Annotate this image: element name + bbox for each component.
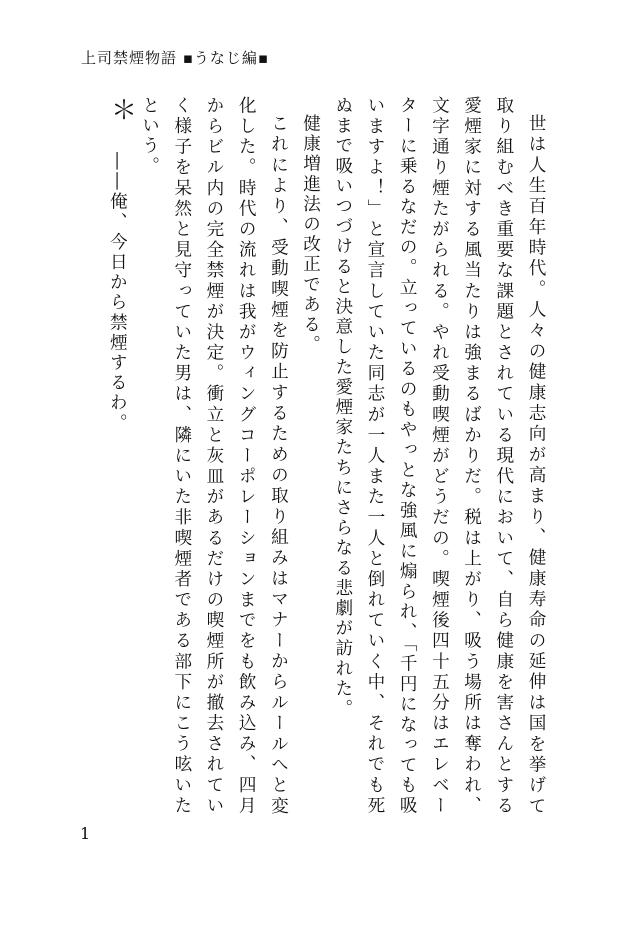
paragraph-smoking-ban: これにより、受動喫煙を防止するための取り組みはマナーからルールへと変化した。時代の流れは我がウィングコーポレーションまでをも飲み込み、四月からビル内の完全禁煙が決定。衝立と灰皿があるだけの喫煙所が撤去されていく様子を呆然と見守っていた男は、隣にいた非喫煙者である部下にこう呟いたという。 [139, 96, 289, 816]
page-number: 1 [80, 824, 91, 843]
body-text [101, 96, 552, 816]
section-break-asterisk: ＊ [111, 96, 138, 126]
paragraph-law-revision: 健康増進法の改正である。 [300, 113, 321, 355]
paragraph-quit-declaration: ――俺、今日から禁煙するわ。 [107, 152, 128, 434]
paragraph-opening: 世は人生百年時代。人々の健康志向が高まり、健康寿命の延伸は国を挙げて取り組むべき重要な課題とされている現代において、自ら健康を害さんとする愛煙家に対する風当たりは強まるばかりだ。税は上がり、吸う場所は奪われ、文字通り煙たがられる。やれ受動喫煙がどうだの。喫煙後四十五分はエレベーターに乗るなだの。立っているのもやっとな強風に煽られ、「千円になっても吸いますよ！」と宣言していた同志が一人また一人と倒れていく中、それでも死ぬまで吸いつづけると決意した愛煙家たちにさらなる悲劇が訪れた。 [332, 96, 546, 816]
page-header-title: 上司禁煙物語 ▪うなじ編▪ [81, 49, 270, 67]
